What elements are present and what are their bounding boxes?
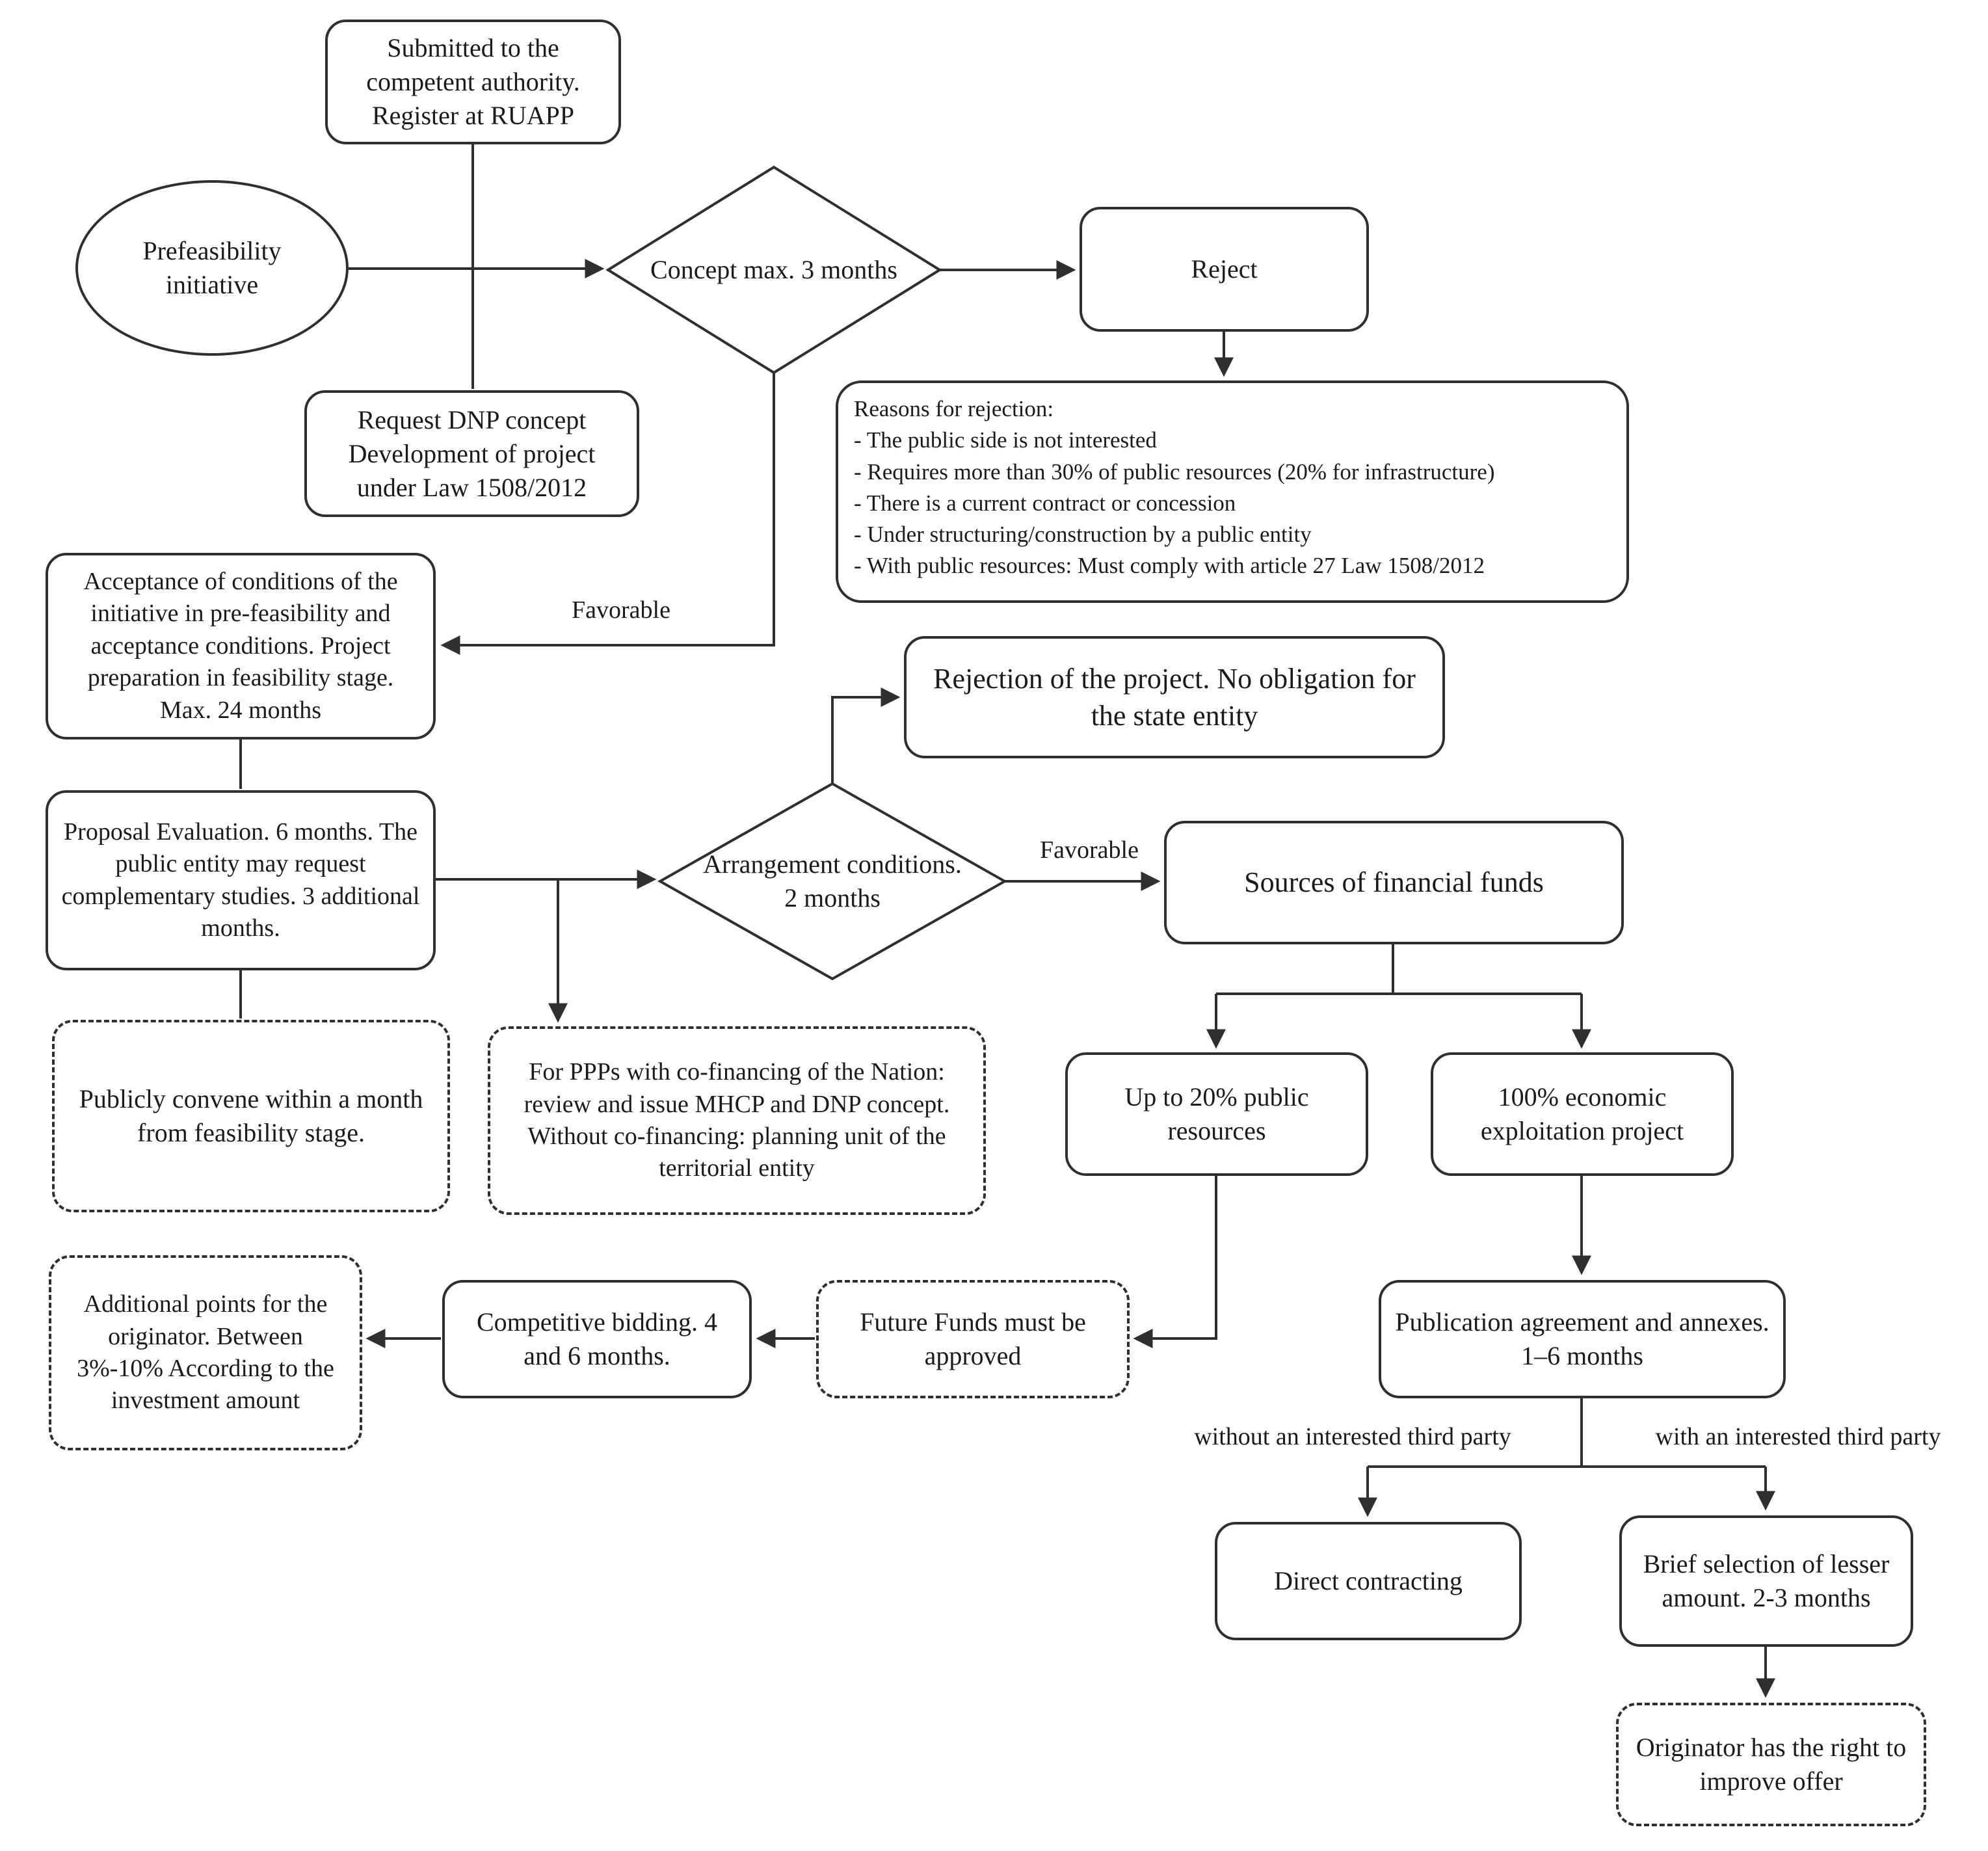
node-brief-selection [1619, 1515, 1913, 1647]
node-future-funds-label: Future Funds must be approved [860, 1307, 1086, 1370]
reasons-item: - The public side is not interested [854, 427, 1157, 453]
node-publicly-convene-label: Publicly convene within a month from feasibility stage. [79, 1084, 423, 1147]
node-brief-selection-label: Brief selection of lesser amount. 2-3 months [1643, 1549, 1890, 1612]
reasons-item: - There is a current contract or concession [854, 490, 1236, 516]
node-originator-right [1616, 1703, 1926, 1826]
reasons-item: - With public resources: Must comply with article 27 Law 1508/2012 [854, 553, 1485, 579]
node-publication-agreement-label: Publication agreement and annexes. 1–6 months [1395, 1307, 1769, 1370]
node-prefeasibility-label: Prefeasibility initiative [142, 236, 282, 299]
edge-20-to-future [1136, 1176, 1216, 1338]
label-favorable-arrangement: Favorable [1040, 836, 1139, 864]
node-rejection-of-project-label: Rejection of the project. No obligation for the state entity [933, 662, 1416, 732]
node-arrangement-label: Arrangement conditions. 2 months [703, 849, 962, 912]
node-sources-of-funds [1164, 821, 1624, 944]
node-concept-label: Concept max. 3 months [650, 255, 897, 284]
node-future-funds [816, 1280, 1130, 1398]
node-direct-contracting-label: Direct contracting [1274, 1566, 1463, 1595]
node-reject-label: Reject [1191, 254, 1258, 284]
reasons-item: - Requires more than 30% of public resources (20% for infrastructure) [854, 459, 1495, 485]
node-competitive-bidding-label: Competitive bidding. 4 and 6 months. [477, 1307, 717, 1370]
label-favorable-concept: Favorable [572, 596, 670, 624]
node-up-to-20-label: Up to 20% public resources [1124, 1082, 1309, 1145]
node-additional-points-label: Additional points for the originator. Between 3%-10% According to the investment amount [77, 1290, 334, 1415]
node-rejection-of-project [904, 636, 1445, 758]
node-ppp-cofinancing [488, 1026, 986, 1215]
edge-sources-split [1216, 943, 1582, 994]
node-100-percent-exploitation [1431, 1052, 1734, 1176]
node-concept-decision [644, 215, 904, 325]
reasons-title: Reasons for rejection: [854, 396, 1054, 421]
node-proposal-evaluation [46, 790, 436, 970]
node-request-dnp-label: Request DNP concept Development of project under Law 1508/2012 [348, 405, 596, 502]
node-acceptance-label: Acceptance of conditions of the initiative in pre-feasibility and acceptance conditions. Project preparation in feasibility stage. Max. 24 months [83, 568, 398, 724]
node-originator-right-label: Originator has the right to improve offer [1636, 1733, 1907, 1796]
reasons-item: - Under structuring/construction by a public entity [854, 522, 1312, 548]
node-prefeasibility-initiative [75, 180, 349, 356]
node-competitive-bidding [442, 1280, 752, 1398]
node-rejection-reasons [836, 380, 1629, 603]
node-proposal-evaluation-label: Proposal Evaluation. 6 months. The public entity may request complementary studies. 3 additional months. [61, 818, 420, 942]
label-with-third-party: with an interested third party [1655, 1423, 1941, 1450]
node-submitted-ruapp [325, 20, 621, 144]
label-without-third-party: without an interested third party [1194, 1423, 1511, 1450]
node-publicly-convene [52, 1020, 450, 1212]
node-ppp-cofinancing-label: For PPPs with co-financing of the Nation: review and issue MHCP and DNP concept. Without co-financing: planning unit of the territorial entity [524, 1058, 950, 1182]
node-100-percent-label: 100% economic exploitation project [1480, 1082, 1684, 1145]
node-reject [1080, 207, 1369, 332]
node-request-dnp-concept [304, 390, 639, 517]
node-submitted-label: Submitted to the competent authority. Register at RUAPP [366, 33, 580, 130]
node-up-to-20-percent [1065, 1052, 1368, 1176]
node-sources-of-funds-label: Sources of financial funds [1244, 866, 1544, 899]
edge-arrangement-to-rejection [832, 697, 897, 784]
node-acceptance-conditions [46, 553, 436, 739]
node-additional-points [49, 1255, 362, 1450]
node-publication-agreement [1379, 1280, 1786, 1398]
node-arrangement-decision [696, 815, 969, 948]
node-direct-contracting [1215, 1522, 1522, 1640]
